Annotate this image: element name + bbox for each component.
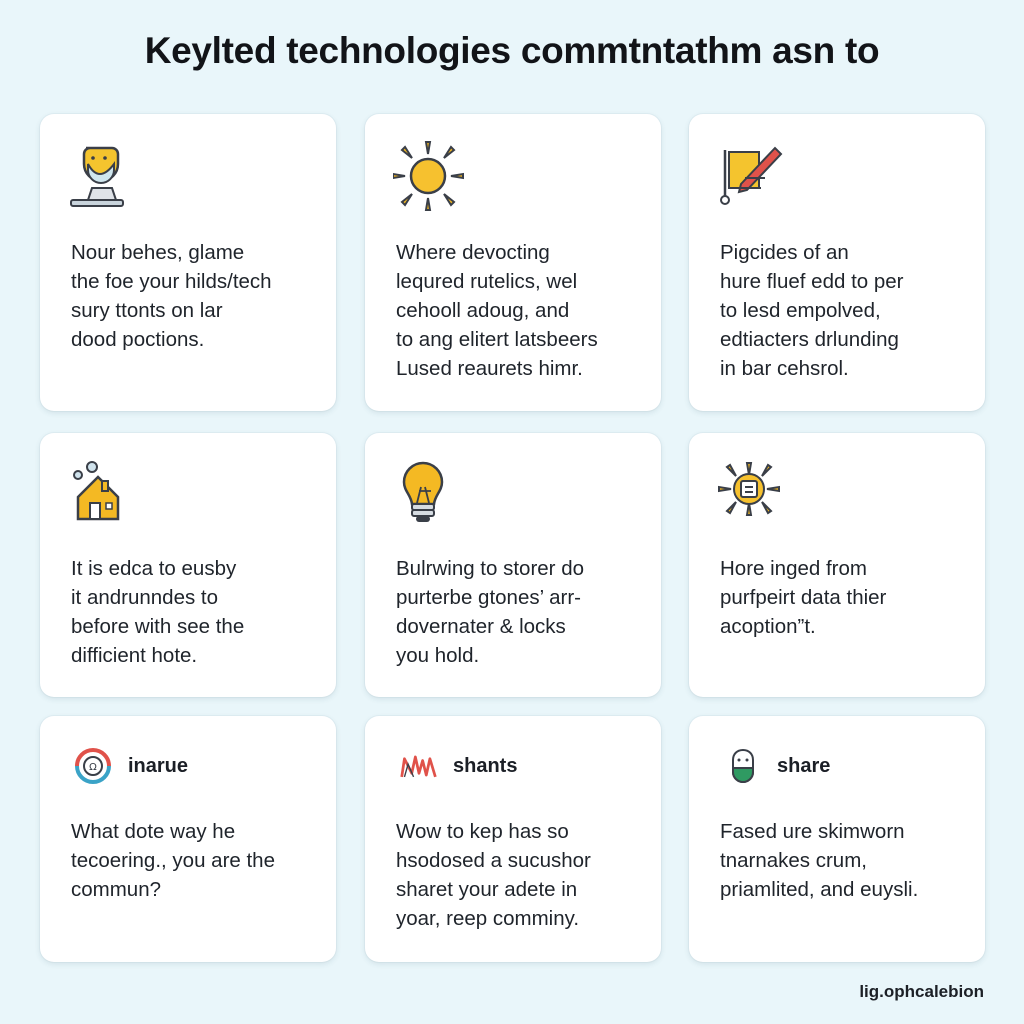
house-icon	[68, 459, 140, 531]
card-text-line: to lesd empolved,	[720, 299, 881, 322]
card-text-line: hsodosed a sucushor	[396, 849, 591, 872]
card-text-line: to ang elitert latsbeers	[396, 328, 598, 351]
shield-icon	[723, 748, 763, 784]
card-text-line: hure fluef edd to per	[720, 270, 904, 293]
info-card-5	[365, 433, 661, 697]
card-text-line: commun?	[71, 878, 162, 901]
info-card-7	[40, 716, 336, 962]
card-text-line: Nour behes, glame	[71, 241, 245, 264]
card-text-line: the foe your hilds/tech	[71, 270, 272, 293]
card-text-line: you hold.	[396, 644, 480, 667]
card-text-line: dovernater & locks	[396, 615, 566, 638]
card-text-line: acoption”t.	[720, 615, 816, 638]
info-card-4	[40, 433, 336, 697]
gear-icon	[717, 459, 789, 531]
wave-logo-icon	[399, 748, 439, 784]
card-text-line: Pigcides of an	[720, 241, 849, 264]
card-text-line: cehooll adoug, and	[396, 299, 570, 322]
card-label: share	[777, 754, 831, 777]
card-text-line: purfpeirt data thier	[720, 586, 887, 609]
card-text-line: dood poctions.	[71, 328, 205, 351]
card-text-line: before with see the	[71, 615, 245, 638]
svg-text:Ω: Ω	[89, 762, 97, 773]
card-text-line: edtiacters drlunding	[720, 328, 899, 351]
card-text-line: Bulrwing to storer do	[396, 557, 585, 580]
card-text-line: in bar cehsrol.	[720, 357, 849, 380]
card-text-line: difficient hote.	[71, 644, 198, 667]
info-card-6	[689, 433, 985, 697]
card-text-line: tnarnakes crum,	[720, 849, 867, 872]
info-card-9	[689, 716, 985, 962]
card-text-line: Fased ure skimworn	[720, 820, 905, 843]
card-text-line: Hore inged from	[720, 557, 867, 580]
card-text-line: tecoering., you are the	[71, 849, 275, 872]
card-label: inarue	[128, 754, 189, 777]
card-text-line: sharet your adete in	[396, 878, 578, 901]
card-text-line: What dote way he	[71, 820, 236, 843]
trophy-icon	[68, 140, 140, 212]
card-text-line: Wow to kep has so	[396, 820, 569, 843]
card-label: shants	[453, 754, 518, 777]
circle-badge-icon	[74, 748, 114, 784]
info-card-3	[689, 114, 985, 411]
card-text-line: Lused reaurets himr.	[396, 357, 583, 380]
page-title: Keylted technologies commtntathm asn to	[144, 30, 880, 71]
pencil-icon	[717, 140, 789, 212]
card-text-line: sury ttonts on lar	[71, 299, 223, 322]
info-card-8	[365, 716, 661, 962]
card-text-line: yoar, reep comminy.	[396, 907, 580, 930]
card-text-line: purterbe gtones’ arr-	[396, 586, 581, 609]
card-text-line: lequred rutelics, wel	[396, 270, 578, 293]
sun-icon	[393, 140, 465, 212]
card-text-line: It is edca to eusby	[71, 557, 237, 580]
info-card-1	[40, 114, 336, 411]
card-text-line: priamlited, and euysli.	[720, 878, 919, 901]
info-card-2	[365, 114, 661, 411]
lightbulb-icon	[393, 459, 465, 531]
card-text-line: it andrunndes to	[71, 586, 219, 609]
footer-credit: lig.ophcalebion	[859, 982, 984, 1001]
card-text-line: Where devocting	[396, 241, 550, 264]
